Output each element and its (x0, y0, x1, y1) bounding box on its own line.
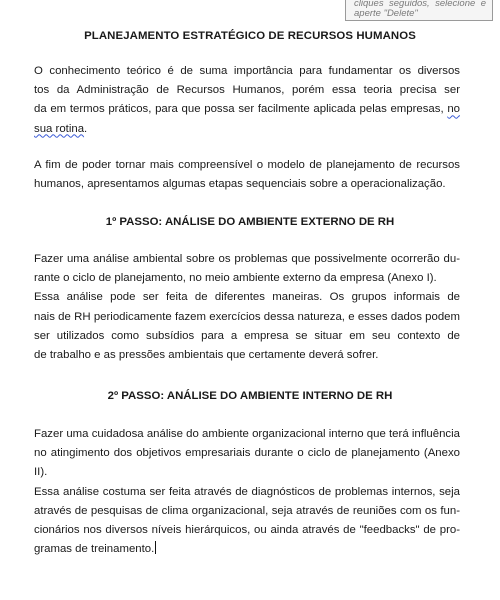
text-line: A fim de poder tornar mais compreensível o modelo de planejamento de recursos (34, 159, 460, 171)
text-line-with-cursor (34, 540, 460, 559)
text-segment: da em termos práticos, para que possa ser facilmente aplicada pelas empresas, (34, 103, 444, 116)
spell-error-phrase[interactable]: sua rotina (34, 122, 85, 135)
step1-paragraph[interactable] (34, 250, 460, 365)
text-line: O conhecimento teórico é de suma importância para fundamentar os diversos (34, 65, 460, 77)
text-line: II). (34, 466, 48, 479)
text-line: cionários nos diversos níveis hierárquicos, ou ainda através de "feedbacks" de pro- (34, 523, 460, 536)
text-line: ser utilizados como subsídios para a empresa se situar em seu contexto de (34, 329, 460, 342)
intro-paragraph[interactable] (34, 62, 460, 139)
text-line: no atingimento dos objetivos empresariais durante o ciclo de planejamento (Anexo (34, 447, 460, 460)
text-line-with-spell-error (34, 120, 460, 139)
text-line: nais de RH periodicamente fazem exercícios dessa natureza, e esses dados podem (34, 310, 460, 323)
text-line: rante o ciclo de planejamento, no meio ambiente externo da empresa (Anexo I). (34, 272, 437, 285)
text-line: tos da Administração de Recursos Humanos, porém essa teoria precisa ser (34, 84, 460, 97)
text-line: Fazer uma cuidadosa análise do ambiente organizacional interno que terá influência (34, 428, 460, 440)
text-segment: gramas de treinamento. (34, 543, 155, 556)
comment-line: cliques seguidos, selecione e (354, 0, 486, 9)
text-line: Essa análise pode ser feita de diferentes maneiras. Os grupos informais de (34, 291, 460, 304)
text-line: de trabalho e as pressões ambientais que certamente deverá sofrer. (34, 348, 379, 361)
comment-balloon[interactable] (345, 0, 493, 21)
text-cursor (155, 541, 156, 554)
step1-heading: 1º PASSO: ANÁLISE DO AMBIENTE EXTERNO DE RH (105, 216, 395, 228)
text-line: humanos, apresentamos algumas etapas sequenciais sobre a operacionalização. (34, 178, 446, 191)
intro-paragraph-2[interactable] (34, 156, 460, 194)
text-line: Fazer uma análise ambiental sobre os problemas que possivelmente ocorrerão du- (34, 253, 460, 265)
step2-paragraph[interactable] (34, 425, 460, 559)
comment-line: aperte "Delete" (354, 8, 418, 19)
text-line-with-spell-error (34, 100, 460, 119)
step2-heading: 2º PASSO: ANÁLISE DO AMBIENTE INTERNO DE RH (107, 390, 393, 402)
document-title: PLANEJAMENTO ESTRATÉGICO DE RECURSOS HUMANOS (84, 30, 416, 42)
text-line: através de pesquisas de clima organizacional, seja através de reuniões com os fun- (34, 504, 460, 517)
text-line: Essa análise costuma ser feita através de diagnósticos de problemas internos, seja (34, 485, 460, 498)
text-segment: . (84, 122, 88, 135)
spell-error-word[interactable]: no (447, 103, 460, 116)
